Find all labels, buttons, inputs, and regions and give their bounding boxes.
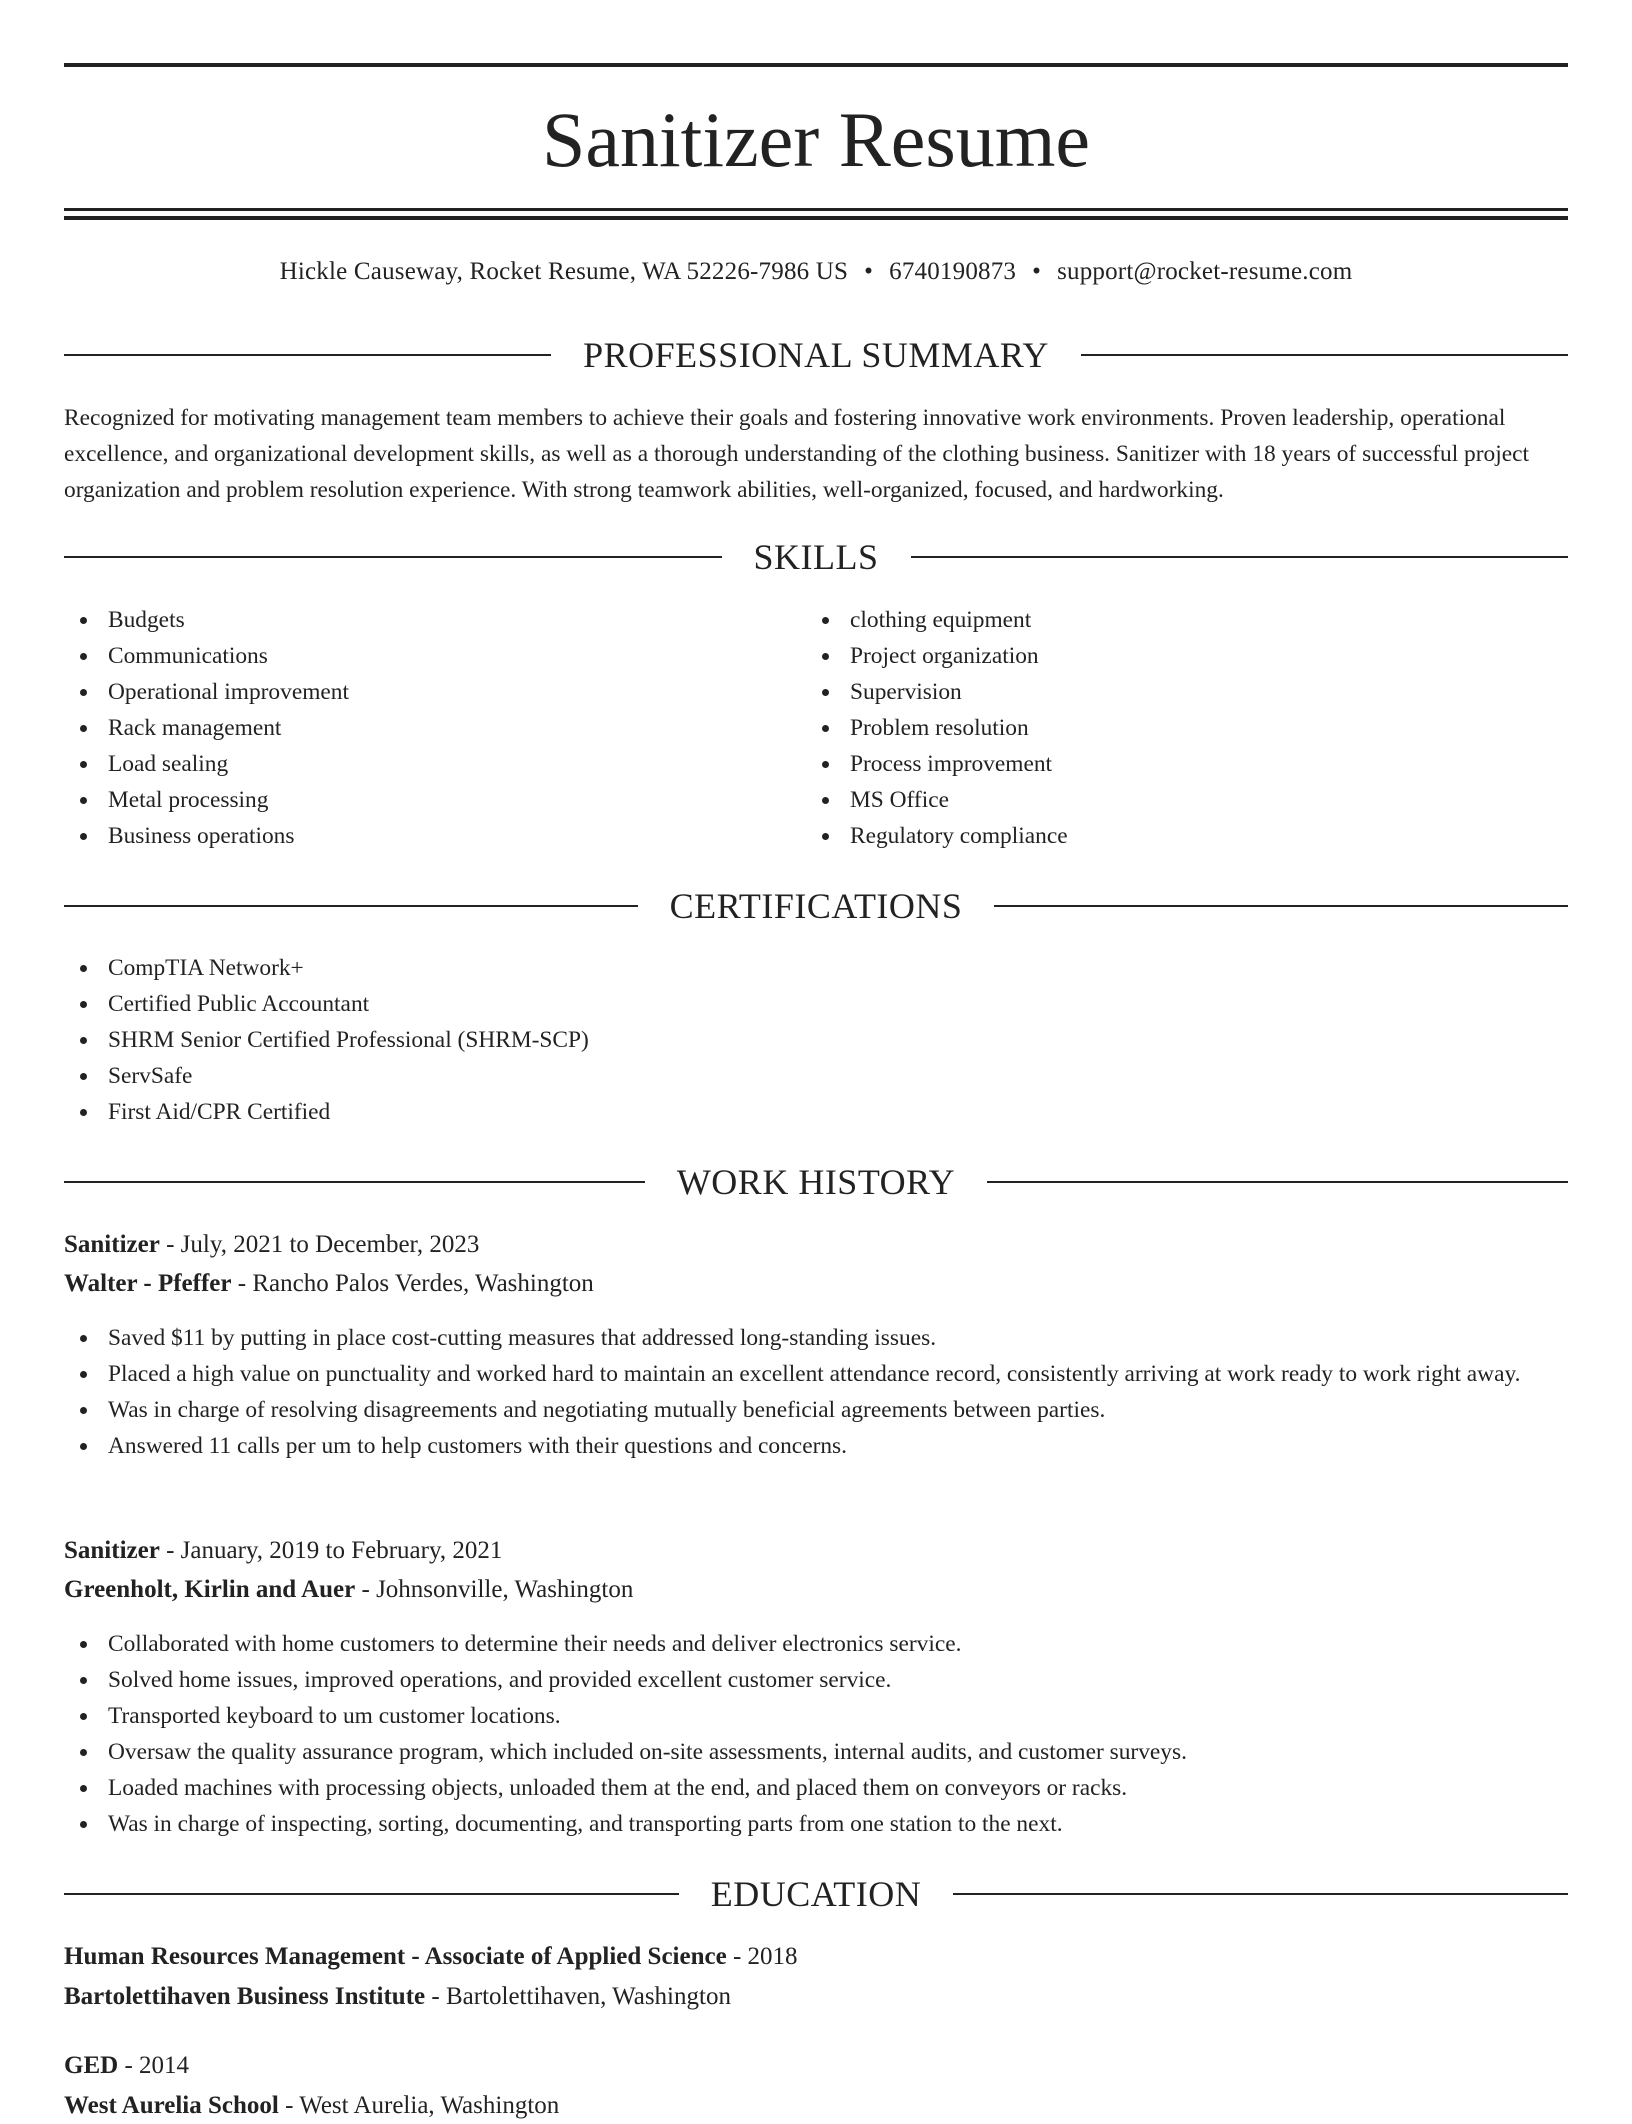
job-bullets [64,1626,1568,1842]
education-degree: Human Resources Management - Associate of Applied Science [64,1943,727,1970]
job-bullet: Loaded machines with processing objects, unloaded them at the end, and placed them on conveyors or racks. [64,1770,1568,1806]
education-location: Bartolettihaven, Washington [445,1983,731,2010]
section-title-work: WORK HISTORY [676,1162,956,1202]
skill-item: Regulatory compliance [806,818,1546,854]
job-company: Greenholt, Kirlin and Auer [64,1576,356,1603]
skill-item: Rack management [64,710,804,746]
job-location: Johnsonville, Washington [376,1576,634,1603]
job-bullet: Solved home issues, improved operations, and provided excellent customer service. [64,1662,1568,1698]
education-year: 2018 [747,1943,798,1970]
education-school: Bartolettihaven Business Institute [64,1983,426,2010]
job-bullets [64,1320,1568,1464]
education-school-line: Bartolettihaven Business Institute - Bartolettihaven, Washington [64,1983,731,2010]
section-rule [953,1893,1568,1895]
contact-address: Hickle Causeway, Rocket Resume, WA 52226-7986 US [279,258,849,285]
job-title: Sanitizer [64,1537,160,1564]
skill-item: Metal processing [64,782,804,818]
job-bullet: Was in charge of inspecting, sorting, documenting, and transporting parts from one station to the next. [64,1806,1568,1842]
job-bullet: Saved $11 by putting in place cost-cutting measures that addressed long-standing issues. [64,1320,1568,1356]
section-rule [64,1893,679,1895]
job-title: Sanitizer [64,1231,160,1258]
section-header-certifications [64,884,1568,928]
job-location: Rancho Palos Verdes, Washington [252,1270,594,1297]
contact-separator: • [864,258,874,285]
certification-item: Certified Public Accountant [64,986,1568,1022]
contact-line [64,255,1568,289]
job-dates: January, 2019 to February, 2021 [180,1537,503,1564]
job-bullet: Oversaw the quality assurance program, which included on-site assessments, internal audits, and customer surveys. [64,1734,1568,1770]
skill-item: Operational improvement [64,674,804,710]
skill-item: Budgets [64,602,804,638]
section-header-summary [64,333,1568,377]
certification-item: SHRM Senior Certified Professional (SHRM-SCP) [64,1022,1568,1058]
education-degree: GED [64,2052,119,2079]
section-rule [64,556,722,558]
job-dates: July, 2021 to December, 2023 [180,1231,480,1258]
education-degree-line: Human Resources Management - Associate of Applied Science - 2018 [64,1943,798,1970]
skill-item: Problem resolution [806,710,1546,746]
top-rule [64,63,1568,67]
section-rule [1081,354,1568,356]
certification-item: First Aid/CPR Certified [64,1094,1568,1130]
job-bullet: Answered 11 calls per um to help customers with their questions and concerns. [64,1428,1568,1464]
skill-item: MS Office [806,782,1546,818]
section-title-summary: PROFESSIONAL SUMMARY [583,335,1049,375]
job-bullet: Transported keyboard to um customer locations. [64,1698,1568,1734]
certification-item: CompTIA Network+ [64,950,1568,986]
section-rule [64,354,551,356]
section-title-skills: SKILLS [753,537,879,577]
skills-list-left [64,602,804,854]
section-header-skills [64,535,1568,579]
education-degree-line: GED - 2014 [64,2052,190,2079]
job-title-line: Sanitizer - January, 2019 to February, 2021 [64,1537,503,1564]
section-header-work [64,1160,1568,1204]
certification-item: ServSafe [64,1058,1568,1094]
job-title-line: Sanitizer - July, 2021 to December, 2023 [64,1231,480,1258]
section-rule [987,1181,1568,1183]
skill-item: Process improvement [806,746,1546,782]
job-company-line: Greenholt, Kirlin and Auer - Johnsonville, Washington [64,1576,634,1603]
section-rule [994,905,1568,907]
section-title-certifications: CERTIFICATIONS [669,886,963,926]
section-rule [911,556,1569,558]
summary-text: Recognized for motivating management team members to achieve their goals and fostering innovative work environments. Proven leadership, operational excellence, and organizational development skills, as well as a thorough understanding of the clothing business. Sanitizer with 18 years of successful project organization and problem resolution experience. With strong teamwork abilities, well-organized, focused, and hardworking. [64,405,1529,503]
job-company: Walter - Pfeffer [64,1270,232,1297]
education-year: 2014 [139,2052,190,2079]
section-header-education [64,1872,1568,1916]
section-title-education: EDUCATION [710,1874,922,1914]
job-company-line: Walter - Pfeffer - Rancho Palos Verdes, Washington [64,1270,594,1297]
skill-item: Business operations [64,818,804,854]
skill-item: Project organization [806,638,1546,674]
skill-item: Load sealing [64,746,804,782]
title-rule-lower [64,216,1568,220]
job-bullet: Placed a high value on punctuality and worked hard to maintain an excellent attendance record, consistently arriving at work ready to work right away. [64,1356,1568,1392]
job-bullet: Collaborated with home customers to determine their needs and deliver electronics service. [64,1626,1568,1662]
section-rule [64,905,638,907]
contact-email[interactable]: support@rocket-resume.com [1057,258,1353,285]
certifications-list [64,950,1568,1130]
title-rule-upper [64,208,1568,211]
skill-item: Communications [64,638,804,674]
education-location: West Aurelia, Washington [299,2092,560,2119]
skills-list-right [806,602,1546,854]
contact-phone[interactable]: 6740190873 [889,258,1017,285]
contact-separator: • [1032,258,1042,285]
resume-title: Sanitizer Resume [541,96,1091,183]
job-bullet: Was in charge of resolving disagreements and negotiating mutually beneficial agreements between parties. [64,1392,1568,1428]
skill-item: clothing equipment [806,602,1546,638]
education-school: West Aurelia School [64,2092,279,2119]
education-school-line: West Aurelia School - West Aurelia, Washington [64,2092,560,2119]
skill-item: Supervision [806,674,1546,710]
section-rule [64,1181,645,1183]
